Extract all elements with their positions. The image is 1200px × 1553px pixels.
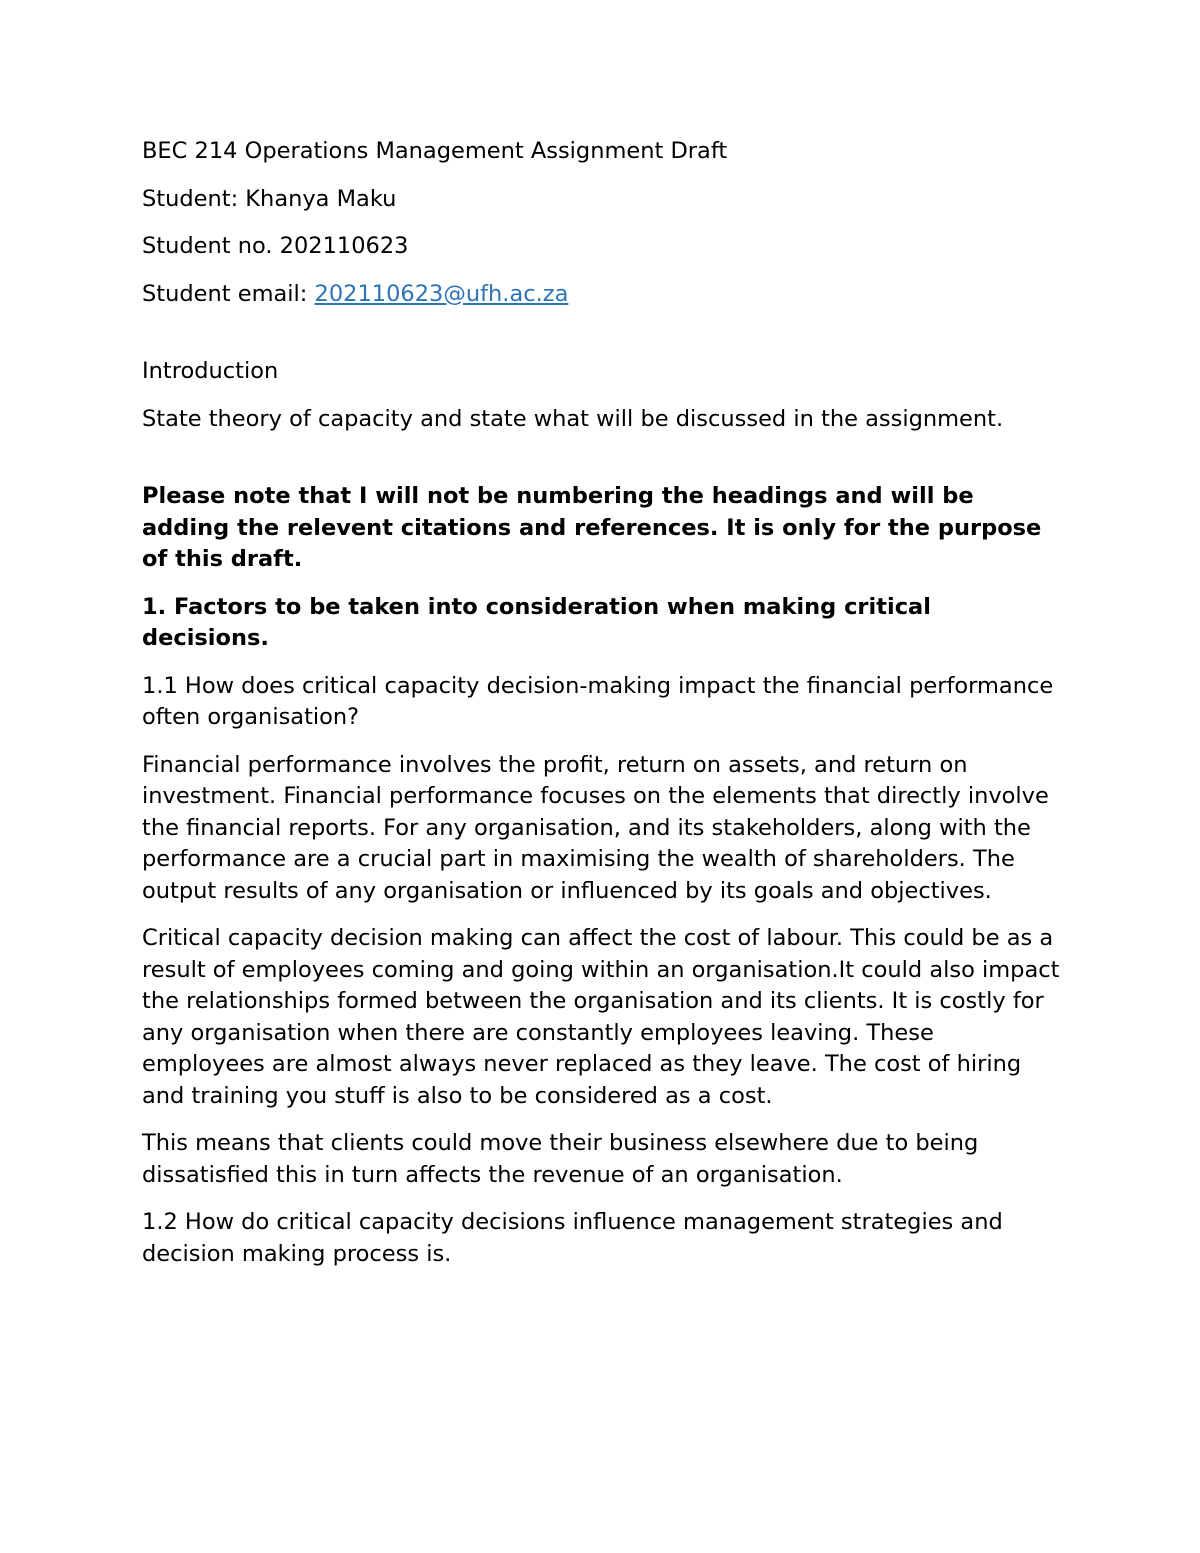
document-page: [142, 136, 1062, 1286]
document-title: BEC 214 Operations Management Assignment Draft: [142, 138, 728, 164]
intro-text: State theory of capacity and state what will be discussed in the assignment.: [142, 405, 1004, 432]
section-1-1-heading: 1.1 How does critical capacity decision-making impact the financial performance often organisation?: [142, 672, 1054, 730]
intro-heading: Introduction: [142, 358, 279, 384]
section-1-heading: 1. Factors to be taken into consideration when making critical decisions.: [142, 593, 931, 651]
student-email-label: Student email:: [142, 280, 315, 307]
paragraph-financial-performance: Financial performance involves the profit, return on assets, and return on investment. Financial performance focuses on the elements that directly involve the financial reports. For any organisation, and its stakeholders, along with the performance are a crucial part in maximising the wealth of shareholders. The output results of any organisation or influenced by its goals and objectives.: [142, 751, 1049, 904]
student-email-link[interactable]: 202110623@ufh.ac.za: [314, 280, 569, 307]
student-number: Student no. 202110623: [142, 233, 409, 259]
paragraph-labour-cost: Critical capacity decision making can affect the cost of labour. This could be as a result of employees coming and going within an organisation.It could also impact the relationships formed between the organisation and its clients. It is costly for any organisation when there are constantly employees leaving. These employees are almost always never replaced as they leave. The cost of hiring and training you stuff is also to be considered as a cost.: [142, 925, 1060, 1109]
draft-note: Please note that I will not be numbering the headings and will be adding the relevent citations and references. It is only for the purpose of this draft.: [142, 483, 1042, 572]
student-email-line: [142, 279, 1062, 311]
paragraph-clients: This means that clients could move their business elsewhere due to being dissatisfied this in turn affects the revenue of an organisation.: [142, 1130, 979, 1188]
student-name: Student: Khanya Maku: [142, 185, 397, 212]
section-1-2-heading: 1.2 How do critical capacity decisions influence management strategies and decision making process is.: [142, 1209, 1003, 1267]
